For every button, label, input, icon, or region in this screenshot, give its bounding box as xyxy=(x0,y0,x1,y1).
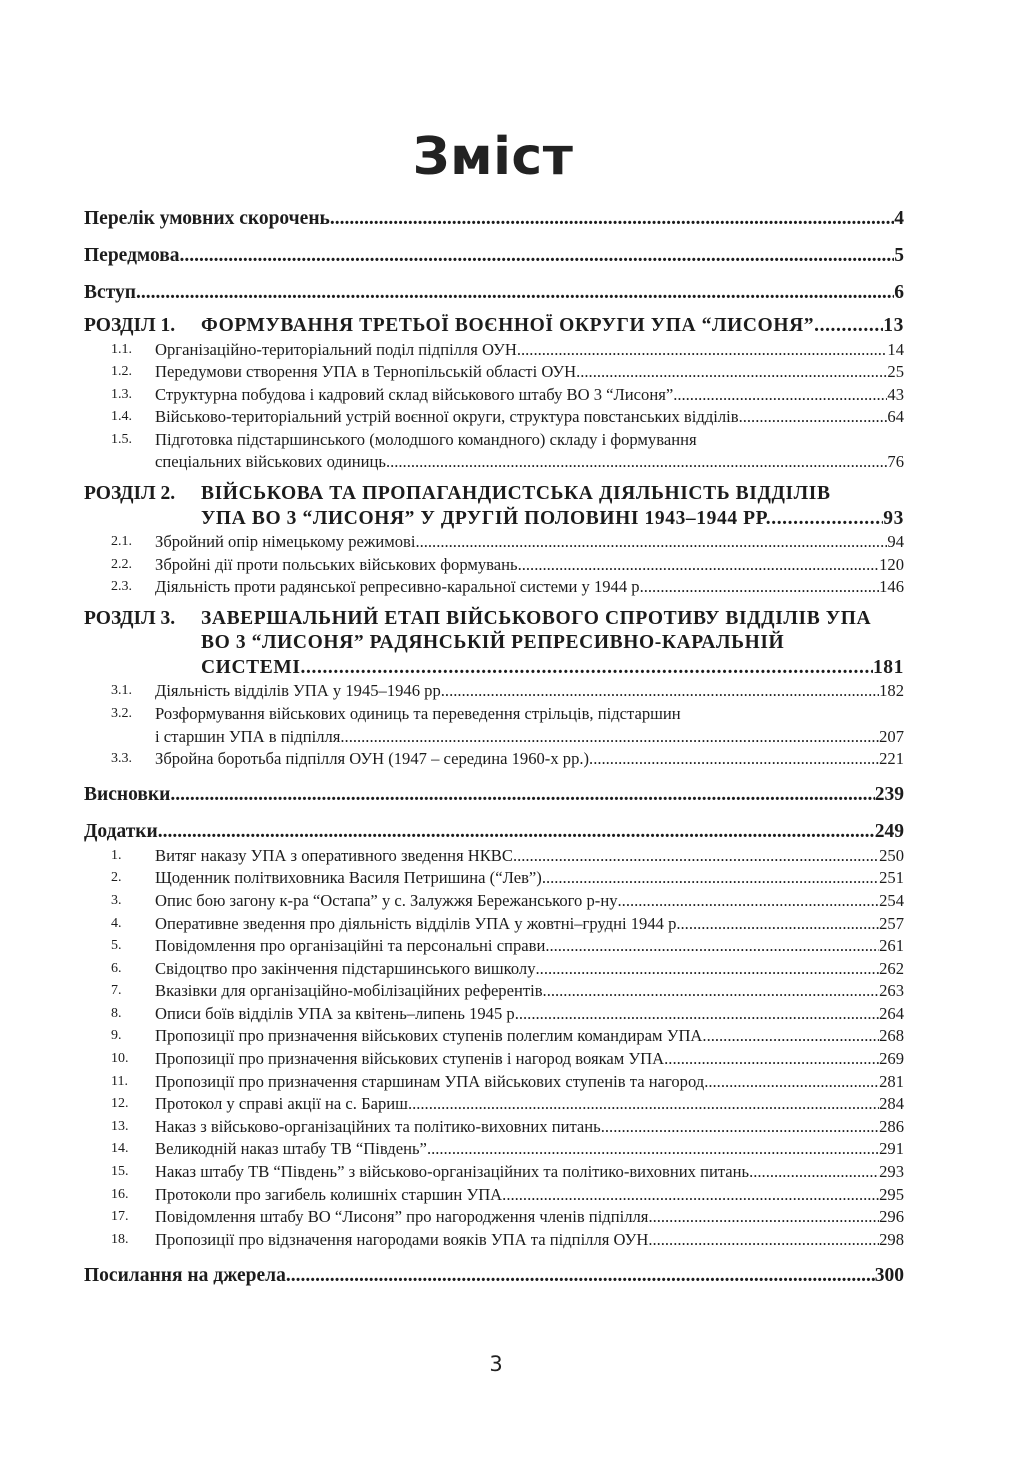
toc-subsection[interactable] xyxy=(84,748,904,771)
toc-page-number: 239 xyxy=(874,783,904,805)
toc-entry-label: УПА ВО 3 “ЛИСОНЯ” У ДРУГІЙ ПОЛОВИНІ 1943–1944 РР. xyxy=(201,507,772,529)
dot-leader xyxy=(618,890,880,913)
dot-leader xyxy=(771,507,883,532)
toc-entry-line xyxy=(155,935,904,958)
toc-entry-sources[interactable] xyxy=(84,1263,904,1289)
dot-leader xyxy=(542,867,879,890)
appendix-item[interactable] xyxy=(84,958,904,981)
toc-entry-line xyxy=(201,656,904,681)
toc-page-number: 300 xyxy=(874,1265,904,1287)
toc-page-number: 264 xyxy=(879,1003,904,1023)
toc-item-number: 3.1. xyxy=(111,683,132,699)
toc-entry-label: Наказ з військово-організаційних та політико-виховних питань xyxy=(155,1116,601,1136)
toc-page-number: 296 xyxy=(879,1207,904,1227)
toc-entry-line xyxy=(155,1116,904,1139)
toc-entry-label: спеціальних військових одиниць xyxy=(155,452,386,472)
toc-page-number: 93 xyxy=(883,507,904,529)
dot-leader xyxy=(427,1138,879,1161)
appendix-item[interactable] xyxy=(84,980,904,1003)
toc-entry-label: Повідомлення про організаційні та персональні справи xyxy=(155,936,546,956)
toc-entry-label: Збройні дії проти польських військових формувань xyxy=(155,554,518,574)
toc-entry-label: Висновки xyxy=(84,783,171,805)
toc-page-number: 291 xyxy=(879,1139,904,1159)
toc-entry-label: Передумови створення УПА в Тернопільській області ОУН xyxy=(155,362,577,382)
dot-leader xyxy=(704,1071,879,1094)
toc-item-number: 4. xyxy=(111,915,122,931)
appendix-item[interactable] xyxy=(84,1048,904,1071)
toc-item-number: 2.2. xyxy=(111,556,132,572)
toc-entry-line xyxy=(155,576,904,599)
dot-leader xyxy=(648,1229,879,1252)
toc-entry-label: Оперативне зведення про діяльність відділів УПА у жовтні–грудні 1944 р. xyxy=(155,913,681,933)
toc-entry-label: Пропозиції про призначення старшинам УПА військових ступенів та нагород xyxy=(155,1071,705,1091)
toc-entry-foreword[interactable] xyxy=(84,243,904,269)
toc-item-number: 17. xyxy=(111,1209,129,1225)
toc-entry-line xyxy=(155,1229,904,1252)
toc-entry-label: Повідомлення штабу ВО “Лисоня” про нагородження членів підпілля xyxy=(155,1207,649,1227)
dot-leader xyxy=(286,1263,875,1289)
toc-item-number: 1.1. xyxy=(111,341,132,357)
toc-item-number: 1.3. xyxy=(111,386,132,402)
appendix-item[interactable] xyxy=(84,1184,904,1207)
toc-page-number: 5 xyxy=(894,245,904,266)
toc-entry-line xyxy=(201,314,904,339)
toc-page-number: 298 xyxy=(879,1229,904,1249)
toc-entry-line xyxy=(155,1093,904,1116)
appendix-item[interactable] xyxy=(84,1206,904,1229)
toc-entry-label: Вказівки для організаційно-мобілізаційних референтів xyxy=(155,981,543,1001)
dot-leader xyxy=(749,1161,879,1184)
toc-page-number: 221 xyxy=(879,749,904,769)
toc-page-number: 295 xyxy=(879,1184,904,1204)
toc-item-number: 18. xyxy=(111,1231,129,1247)
toc-entry-label: Великодній наказ штабу ТВ “Південь” xyxy=(155,1139,427,1159)
toc-entry-line xyxy=(155,1206,904,1229)
chapter-label: РОЗДІЛ 2. xyxy=(84,483,176,505)
toc-entry-line xyxy=(155,1025,904,1048)
toc-item-number: 7. xyxy=(111,983,122,999)
toc-subsection[interactable] xyxy=(84,429,904,474)
toc-page-number: 261 xyxy=(879,936,904,956)
dot-leader xyxy=(158,819,875,845)
toc-entry-line xyxy=(155,1138,904,1161)
appendix-item[interactable] xyxy=(84,890,904,913)
toc-entry-line xyxy=(155,531,904,554)
chapter-title-line: ВО 3 “ЛИСОНЯ” РАДЯНСЬКІЙ РЕПРЕСИВНО-КАРАЛЬНІЙ xyxy=(201,632,785,654)
toc-entry-line xyxy=(155,451,904,474)
toc-subsection[interactable] xyxy=(84,361,904,384)
dot-leader xyxy=(513,845,879,868)
table-of-contents xyxy=(84,206,904,1289)
toc-subsection[interactable] xyxy=(84,680,904,703)
toc-entry-line xyxy=(155,726,904,749)
toc-entry-line xyxy=(155,1048,904,1071)
toc-item-number: 2.1. xyxy=(111,534,132,550)
toc-entry-label: і старшин УПА в підпілля xyxy=(155,726,341,746)
toc-entry-line xyxy=(155,680,904,703)
dot-leader xyxy=(408,1093,879,1116)
toc-entry-label: Військово-територіальний устрій воєнної округи, структура повстанських відділів xyxy=(155,407,739,427)
toc-entry-label: Діяльність відділів УПА у 1945–1946 рр. xyxy=(155,681,445,701)
toc-page-number: 286 xyxy=(879,1116,904,1136)
toc-entry-line xyxy=(155,1003,904,1026)
toc-entry-label: Діяльність проти радянської репресивно-каральної системи у 1944 р. xyxy=(155,577,644,597)
toc-entry-line xyxy=(201,507,904,532)
toc-item-number: 5. xyxy=(111,938,122,954)
toc-entry-label: Щоденник політвиховника Василя Петришина (“Лев”) xyxy=(155,868,542,888)
toc-item-number: 8. xyxy=(111,1005,122,1021)
toc-item-number: 13. xyxy=(111,1118,129,1134)
dot-leader xyxy=(589,748,879,771)
dot-leader xyxy=(545,935,879,958)
chapters-container xyxy=(84,314,904,771)
toc-entry-line: Підготовка підстаршинського (молодшого командного) складу і формування xyxy=(155,429,697,449)
appendix-item[interactable] xyxy=(84,1229,904,1252)
chapter-title xyxy=(201,607,904,681)
toc-page-number: 284 xyxy=(879,1094,904,1114)
toc-item-number: 1.2. xyxy=(111,364,132,380)
dot-leader xyxy=(702,1025,879,1048)
toc-entry-line xyxy=(155,384,904,407)
toc-page-number: 64 xyxy=(887,407,904,427)
toc-entry-label: Організаційно-територіальний поділ підпілля ОУН xyxy=(155,339,517,359)
toc-entry-label: Свідоцтво про закінчення підстаршинського вишколу xyxy=(155,958,536,978)
page-number: 3 xyxy=(489,1352,503,1376)
chapter-heading[interactable] xyxy=(84,482,904,531)
toc-entry-label: Пропозиції про призначення військових ступенів полеглим командирам УПА xyxy=(155,1026,703,1046)
toc-item-number: 3.3. xyxy=(111,751,132,767)
toc-item-number: 2.3. xyxy=(111,579,132,595)
chapter-heading[interactable] xyxy=(84,607,904,681)
toc-entry-label: Витяг наказу УПА з оперативного зведення НКВС xyxy=(155,845,513,865)
page-title: Зміст xyxy=(412,127,574,187)
toc-entry-label: Протоколи про загибель колишніх старшин УПА xyxy=(155,1184,503,1204)
chapter-label: РОЗДІЛ 1. xyxy=(84,315,176,336)
dot-leader xyxy=(673,384,887,407)
appendix-item[interactable] xyxy=(84,845,904,868)
dot-leader xyxy=(814,314,883,339)
toc-entry-appendix[interactable] xyxy=(84,819,904,845)
toc-page-number: 207 xyxy=(879,726,904,746)
toc-item-number: 9. xyxy=(111,1028,122,1044)
dot-leader xyxy=(180,243,895,269)
dot-leader xyxy=(601,1116,879,1139)
toc-entry-label: СИСТЕМІ xyxy=(201,656,301,678)
toc-page-number: 268 xyxy=(879,1026,904,1046)
toc-entry-line xyxy=(155,845,904,868)
appendix-item[interactable] xyxy=(84,1003,904,1026)
appendix-item[interactable] xyxy=(84,1093,904,1116)
toc-page-number: 251 xyxy=(879,868,904,888)
toc-page-number: 254 xyxy=(879,890,904,910)
toc-page-number: 181 xyxy=(872,656,904,678)
toc-entry-line xyxy=(155,913,904,936)
toc-item-number: 16. xyxy=(111,1186,129,1202)
toc-page-number: 263 xyxy=(879,981,904,1001)
toc-entry-label: ФОРМУВАННЯ ТРЕТЬОЇ ВОЄННОЇ ОКРУГИ УПА “ЛИСОНЯ” xyxy=(201,315,815,336)
toc-entry-label: Збройна боротьба підпілля ОУН (1947 – середина 1960-х рр.) xyxy=(155,749,590,769)
appendix-item[interactable] xyxy=(84,913,904,936)
toc-page-number: 262 xyxy=(879,958,904,978)
toc-subsection[interactable] xyxy=(84,554,904,577)
toc-entry-line xyxy=(155,1071,904,1094)
toc-page-number: 250 xyxy=(879,845,904,865)
toc-item-number: 1.5. xyxy=(111,431,132,447)
toc-page-number: 249 xyxy=(874,820,904,842)
dot-leader xyxy=(681,913,880,936)
appendix-item[interactable] xyxy=(84,935,904,958)
toc-page-number: 6 xyxy=(894,282,904,303)
toc-entry-label: Збройний опір німецькому режимові xyxy=(155,532,416,552)
toc-entry-introduction[interactable] xyxy=(84,280,904,306)
dot-leader xyxy=(415,531,887,554)
toc-item-number: 1.4. xyxy=(111,409,132,425)
dot-leader xyxy=(330,206,894,232)
toc-subsection[interactable] xyxy=(84,384,904,407)
chapter-heading[interactable] xyxy=(84,314,904,339)
appendix-list xyxy=(84,845,904,1252)
dot-leader xyxy=(170,782,874,808)
dot-leader xyxy=(519,1003,879,1026)
toc-entry-line xyxy=(155,958,904,981)
toc-entry-abbreviations[interactable] xyxy=(84,206,904,232)
toc-item-number: 1. xyxy=(111,847,122,863)
toc-entry-conclusions[interactable] xyxy=(84,782,904,808)
dot-leader xyxy=(386,451,887,474)
toc-subsection[interactable] xyxy=(84,576,904,599)
appendix-item[interactable] xyxy=(84,1071,904,1094)
chapter-label: РОЗДІЛ 3. xyxy=(84,607,176,629)
toc-entry-label: Протокол у справі акції на с. Бариш xyxy=(155,1094,408,1114)
chapter-title-line: ЗАВЕРШАЛЬНИЙ ЕТАП ВІЙСЬКОВОГО СПРОТИВУ ВІДДІЛІВ УПА xyxy=(201,607,872,629)
toc-item-number: 14. xyxy=(111,1141,129,1157)
toc-page-number: 281 xyxy=(879,1071,904,1091)
toc-entry-line xyxy=(155,890,904,913)
toc-entry-label: Посилання на джерела xyxy=(84,1265,286,1287)
toc-page-number: 43 xyxy=(887,384,904,404)
appendix-item[interactable] xyxy=(84,1025,904,1048)
toc-subsection[interactable] xyxy=(84,339,904,362)
toc-page-number: 94 xyxy=(887,532,904,552)
toc-page-number: 257 xyxy=(879,913,904,933)
toc-entry-label: Опис бою загону к-ра “Остапа” у с. Залужжя Бережанського р-ну xyxy=(155,890,618,910)
toc-entry-label: Вступ xyxy=(84,282,136,303)
toc-entry-label: Наказ штабу ТВ “Південь” з військово-організаційних та політико-виховних питань xyxy=(155,1162,750,1182)
toc-entry-line xyxy=(155,1161,904,1184)
dot-leader xyxy=(739,406,888,429)
toc-entry-label: Структурна побудова і кадровий склад військового штабу ВО 3 “Лисоня” xyxy=(155,384,674,404)
toc-entry-label: Перелік умовних скорочень xyxy=(84,208,330,229)
dot-leader xyxy=(648,1206,879,1229)
toc-page-number: 182 xyxy=(879,681,904,701)
toc-page-number: 4 xyxy=(894,208,904,229)
dot-leader xyxy=(445,680,879,703)
appendix-item[interactable] xyxy=(84,1116,904,1139)
toc-page-number: 269 xyxy=(879,1049,904,1069)
toc-entry-line xyxy=(155,554,904,577)
toc-entry-line: Розформування військових одиниць та переведення стрільців, підстаршин xyxy=(155,703,681,723)
toc-item-number: 3. xyxy=(111,892,122,908)
toc-entry-label: Описи боїв відділів УПА за квітень–липень 1945 р. xyxy=(155,1003,519,1023)
toc-page-number: 146 xyxy=(879,577,904,597)
appendix-item[interactable] xyxy=(84,867,904,890)
toc-entry-line xyxy=(155,867,904,890)
toc-item-number: 3.2. xyxy=(111,705,132,721)
toc-item-number: 11. xyxy=(111,1073,128,1089)
dot-leader xyxy=(301,656,873,681)
appendix-item[interactable] xyxy=(84,1138,904,1161)
toc-entry-label: Додатки xyxy=(84,820,158,842)
toc-page-number: 76 xyxy=(887,452,904,472)
toc-entry-line xyxy=(155,339,904,362)
toc-entry-line xyxy=(155,980,904,1003)
toc-item-number: 6. xyxy=(111,960,122,976)
toc-item-number: 15. xyxy=(111,1164,129,1180)
toc-entry-label: Пропозиції про відзначення нагородами вояків УПА та підпілля ОУН xyxy=(155,1229,649,1249)
toc-subsection[interactable] xyxy=(84,406,904,429)
toc-subsection[interactable] xyxy=(84,703,904,748)
chapter-title xyxy=(201,482,904,531)
dot-leader xyxy=(664,1048,879,1071)
toc-item-number: 2. xyxy=(111,870,122,886)
toc-entry-label: Пропозиції про призначення військових ступенів і нагород воякам УПА xyxy=(155,1049,665,1069)
chapter-title-line: ВІЙСЬКОВА ТА ПРОПАГАНДИСТСЬКА ДІЯЛЬНІСТЬ ВІДДІЛІВ xyxy=(201,483,831,505)
chapter-title xyxy=(201,314,904,339)
toc-page-number: 293 xyxy=(879,1162,904,1182)
toc-entry-line xyxy=(155,361,904,384)
toc-entry-line xyxy=(155,748,904,771)
toc-page-number: 25 xyxy=(887,362,904,382)
toc-entry-line xyxy=(155,406,904,429)
toc-page-number: 14 xyxy=(887,339,904,359)
toc-entry-line xyxy=(155,1184,904,1207)
dot-leader xyxy=(340,726,879,749)
dot-leader xyxy=(644,576,879,599)
appendix-item[interactable] xyxy=(84,1161,904,1184)
dot-leader xyxy=(136,280,894,306)
dot-leader xyxy=(518,554,880,577)
toc-page-number: 120 xyxy=(879,554,904,574)
toc-item-number: 12. xyxy=(111,1096,129,1112)
dot-leader xyxy=(576,361,887,384)
toc-page-number: 13 xyxy=(883,315,904,336)
toc-entry-label: Передмова xyxy=(84,245,180,266)
dot-leader xyxy=(517,339,888,362)
toc-subsection[interactable] xyxy=(84,531,904,554)
dot-leader xyxy=(536,958,880,981)
toc-item-number: 10. xyxy=(111,1051,129,1067)
dot-leader xyxy=(502,1184,879,1207)
dot-leader xyxy=(543,980,880,1003)
